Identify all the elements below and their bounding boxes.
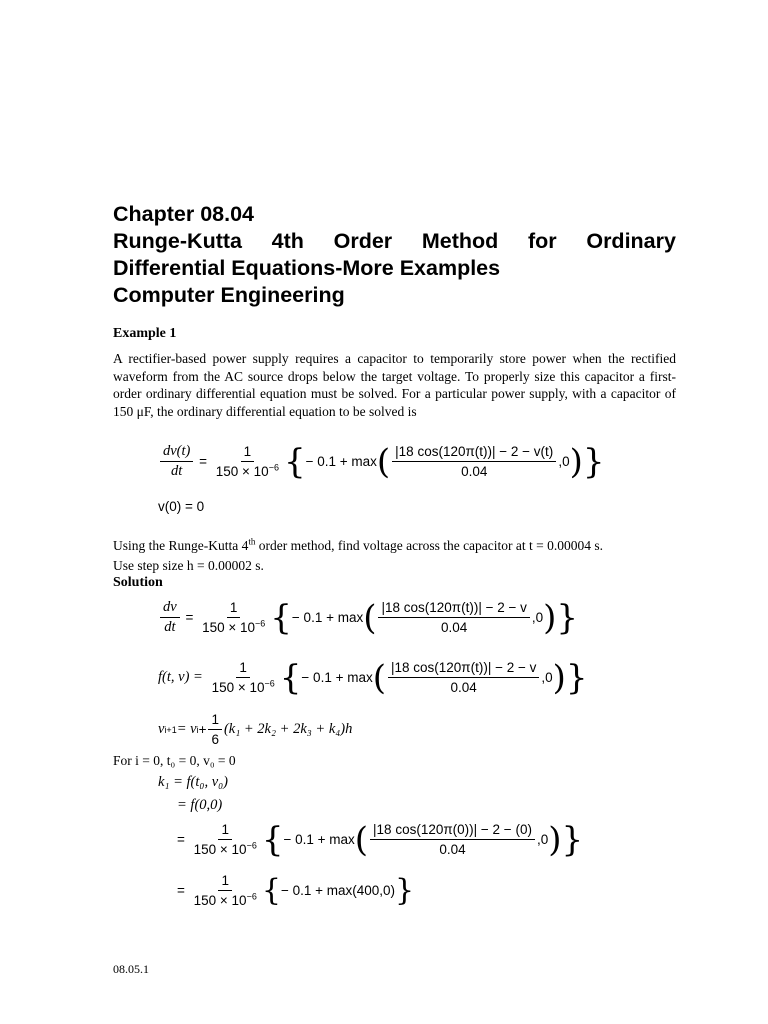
- title-word: 4th: [271, 229, 304, 253]
- page-number: 08.05.1: [113, 962, 149, 976]
- title-line-3: Computer Engineering: [113, 283, 345, 307]
- title-word: for: [527, 229, 557, 253]
- k1-definition: k₁ = f(t₀, v₀): [158, 774, 228, 790]
- solution-label: Solution: [113, 575, 163, 590]
- k1-substituted: = $\frac{1}{150 \times 10^{-6}}$ { − 0.1 + max ( $\frac{|18 \cos(120\pi(0))| - 2 - (0)}{0.04}$ ,0 ) }: [177, 819, 584, 860]
- chapter-number: Chapter 08.04: [113, 202, 255, 226]
- capacitance-fraction: $\frac{1}{150 \times 10^{-6}}$: [215, 444, 279, 479]
- title-word: Method: [421, 229, 499, 253]
- rk-formula: v i+1 = v i + $\frac{1}{6}$ (k₁ + 2k₂ + 2k₃ + k₄)h: [158, 712, 353, 747]
- example-label: Example 1: [113, 326, 177, 341]
- k1-simplified: = $\frac{1}{150 \times 10^{-6}}$ { − 0.1 + max(400,0) }: [177, 872, 415, 908]
- f-t-v-equation: f(t, v) = $\frac{1}{150 \times 10^{-6}}$ { − 0.1 + max ( $\frac{|18 \cos(120\pi(t))| - 2 - v}{0.04}$ ,0 ) }: [158, 657, 588, 698]
- step-size-text: Use step size h = 0.00002 s.: [113, 558, 264, 573]
- ode-equation: $\frac{dv(t)}{dt}$ = $\frac{1}{150 \times 10^{-6}}$ { − 0.1 + max ( $\frac{|18 \cos(120\pi(t))| - 2 - v(t)}{0.04}$ ,0 ) }: [158, 444, 604, 479]
- title-word: Order: [333, 229, 393, 253]
- initial-condition: v(0) = 0: [158, 499, 205, 514]
- rectifier-fraction: $\frac{|18 \cos(120\pi(t))| - 2 - v(t)}{0.04}$: [392, 444, 556, 479]
- derivative-fraction: $\frac{dv(t)}{dt}$: [160, 444, 193, 479]
- iteration-label: For i = 0, t₀ = 0, v₀ = 0: [113, 753, 236, 768]
- title-word: Ordinary: [586, 229, 676, 253]
- title-line-1: [113, 228, 676, 255]
- dv-dt-equation: $\frac{dv}{dt}$ = $\frac{1}{150 \times 10^{-6}}$ { − 0.1 + max ( $\frac{|18 \cos(120\pi(t))| - 2 - v}{0.04}$ ,0 ) }: [158, 600, 578, 635]
- title-word: Runge-Kutta: [113, 229, 242, 253]
- max-term: − 0.1 + max: [305, 454, 377, 469]
- rk-instruction: Using the Runge-Kutta 4th order method, find voltage across the capacitor at t = 0.00004 s.: [113, 536, 604, 553]
- title-line-2: Differential Equations-More Examples: [113, 256, 501, 280]
- f-zero-zero: = f(0,0): [177, 797, 223, 813]
- problem-paragraph: A rectifier-based power supply requires a capacitor to temporarily store power when the rectified waveform from the AC source drops below the target voltage. To properly size this capacitor a first-order ordinary differential equation must be solved. For a particular power supply, with a capacitor of 150 μF, the ordinary differential equation to be solved is: [113, 351, 676, 419]
